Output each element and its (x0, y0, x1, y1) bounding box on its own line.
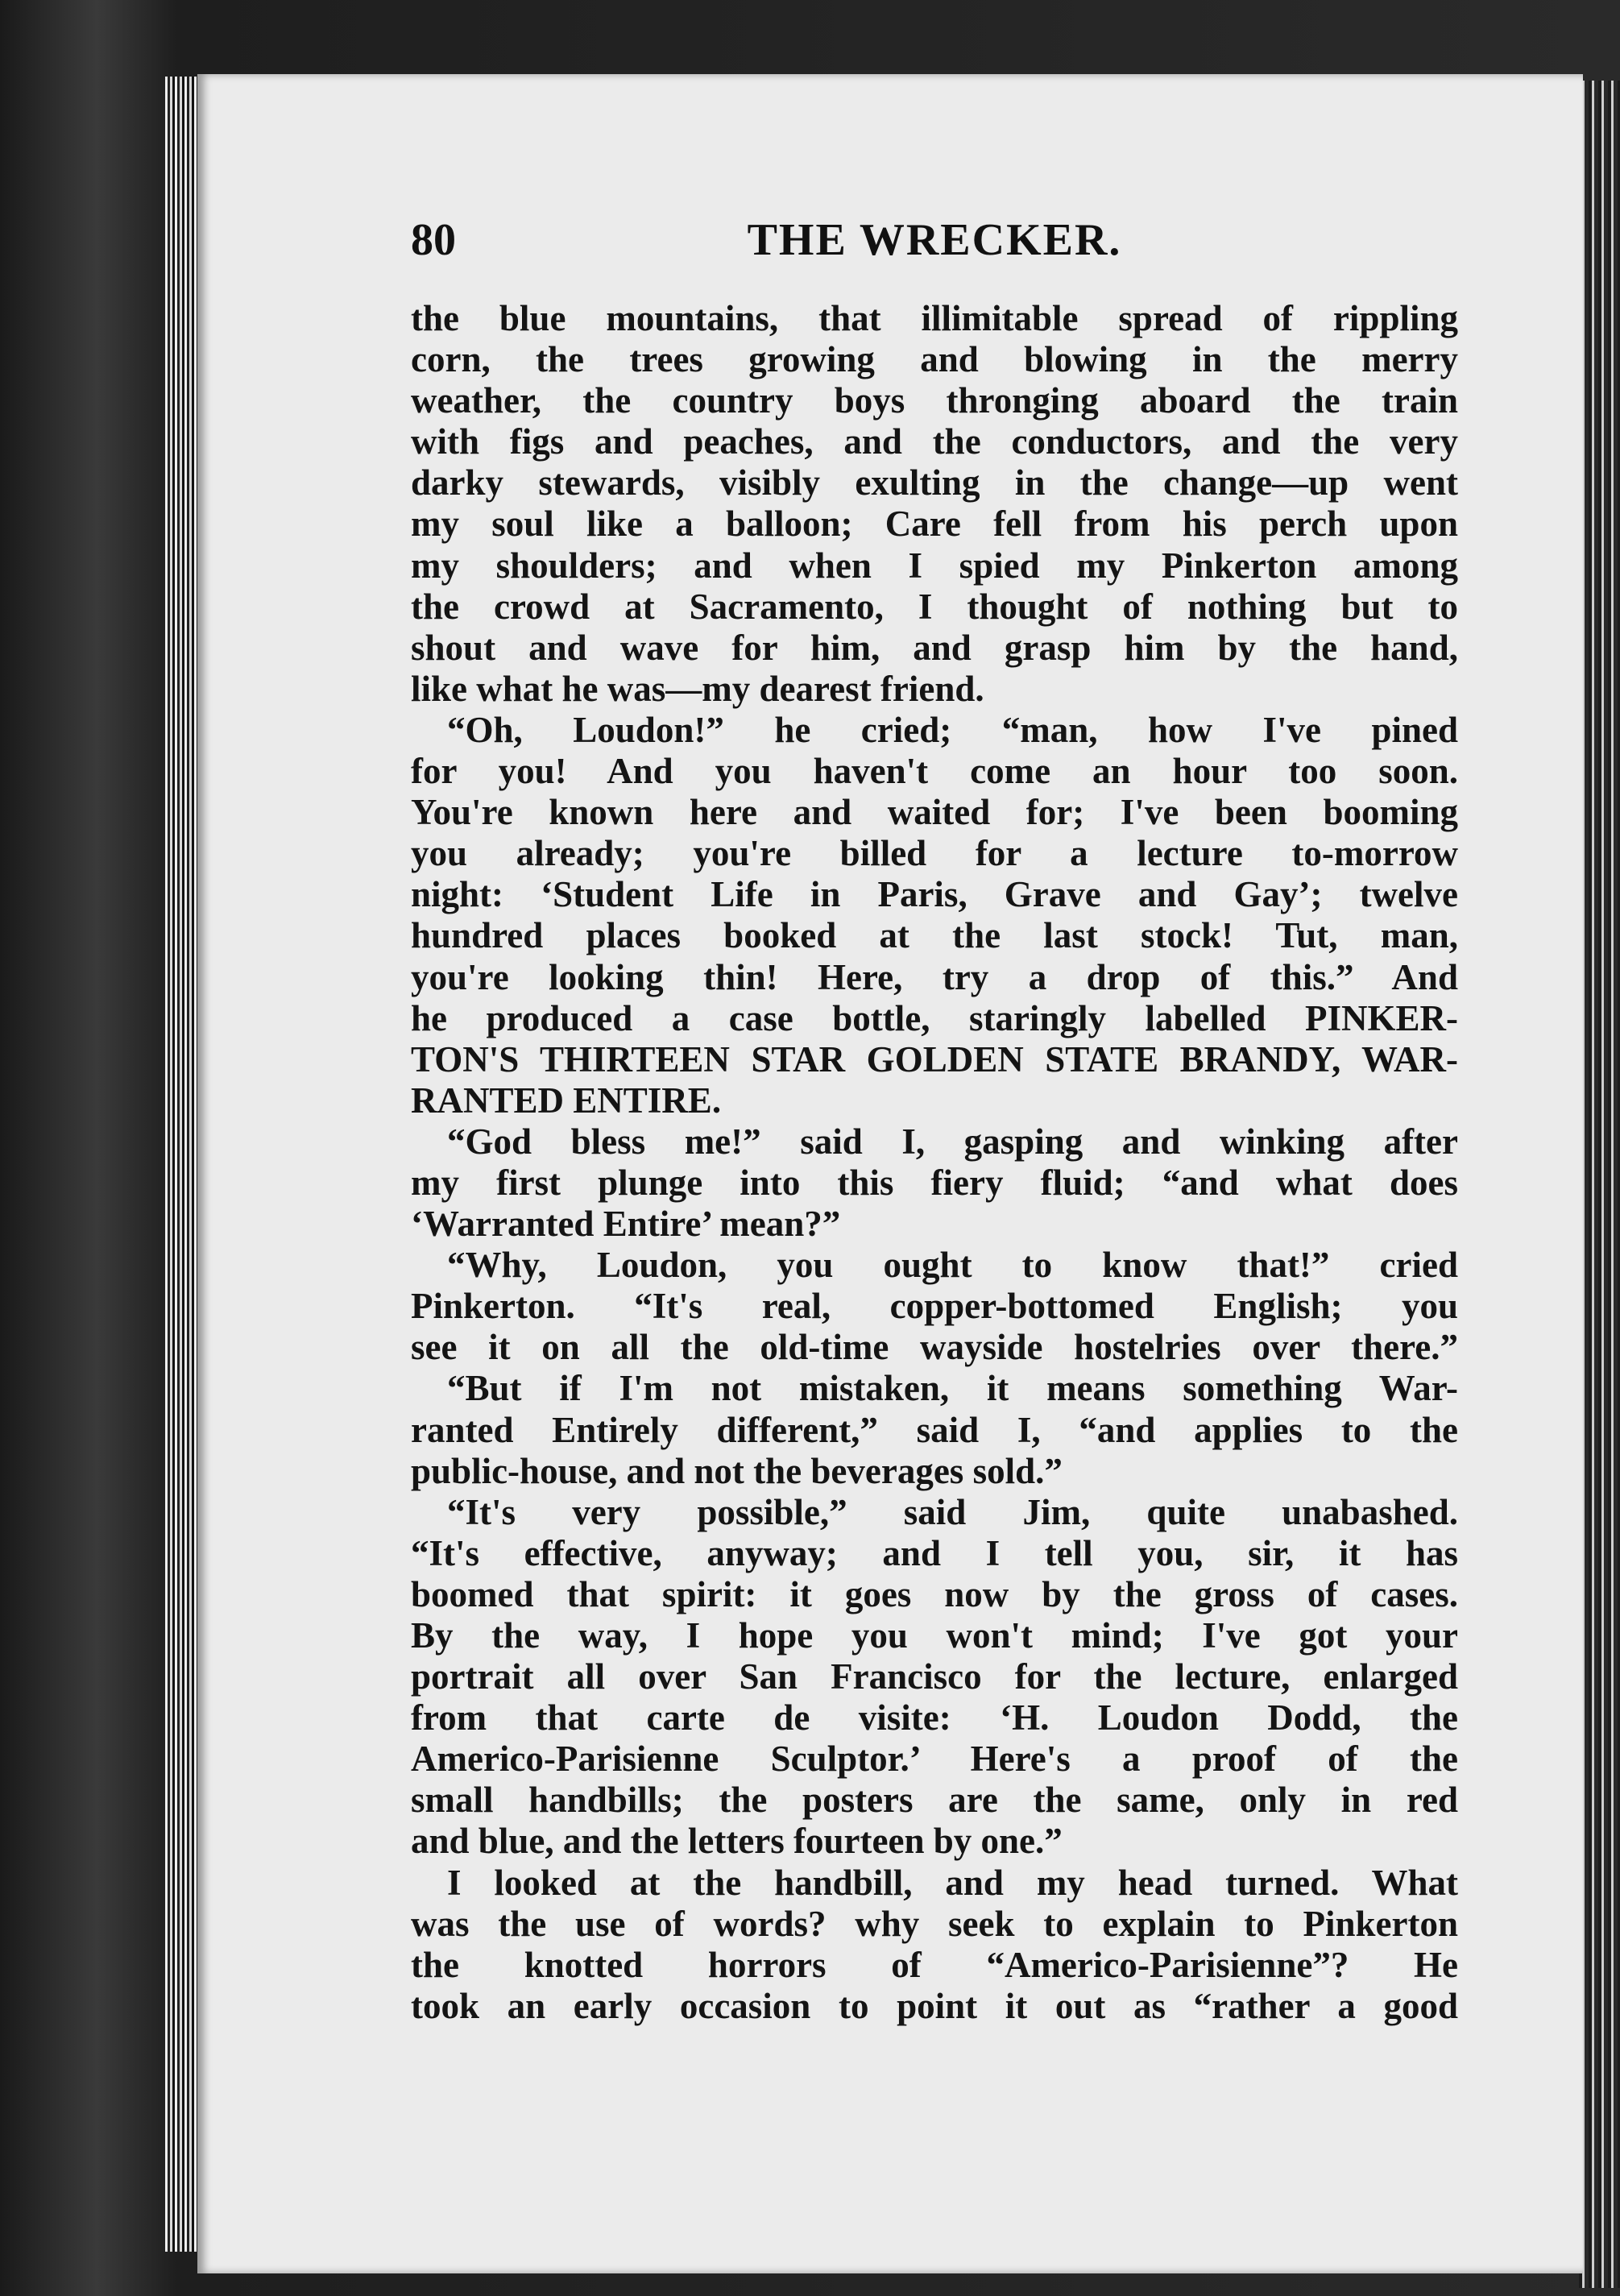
text-line: the blue mountains, that illimitable spread of rippling (411, 298, 1458, 338)
text-line: you're looking thin! Here, try a drop of this.” And (411, 956, 1458, 997)
text-line: TON'S THIRTEEN STAR GOLDEN STATE BRANDY, WAR- (411, 1038, 1458, 1080)
text-line: you already; you're billed for a lecture to-morrow (411, 833, 1458, 874)
body-text (411, 298, 1458, 2027)
text-line: like what he was—my dearest friend. (411, 668, 984, 709)
page-header (411, 208, 1458, 272)
text-line: took an early occasion to point it out as “rather a good (411, 1985, 1458, 2026)
text-line: from that carte de visite: ‘H. Loudon Dodd, the (411, 1697, 1458, 1739)
text-line: my soul like a balloon; Care fell from his perch upon (411, 504, 1458, 545)
text-line: boomed that spirit: it goes now by the gross of cases. (411, 1573, 1458, 1614)
text-line: ‘Warranted Entire’ mean?” (411, 1204, 841, 1245)
text-line: small handbills; the posters are the same, only in red (411, 1780, 1458, 1821)
text-line: my shoulders; and when I spied my Pinkerton among (411, 545, 1458, 586)
text-line: public-house, and not the beverages sold.” (411, 1450, 1063, 1491)
text-line: for you! And you haven't come an hour too soon. (411, 751, 1458, 792)
text-line: By the way, I hope you won't mind; I've got your (411, 1615, 1458, 1656)
text-line: the knotted horrors of “Americo-Parisienne”? He (411, 1944, 1458, 1985)
text-line: “But if I'm not mistaken, it means something War- (411, 1368, 1458, 1409)
text-line: darky stewards, visibly exulting in the change—up went (411, 462, 1458, 504)
text-line: “It's effective, anyway; and I tell you, sir, it has (411, 1532, 1458, 1573)
text-line: see it on all the old-time wayside hostelries over there.” (411, 1327, 1458, 1368)
text-line: “Why, Loudon, you ought to know that!” cried (411, 1245, 1458, 1286)
text-line: I looked at the handbill, and my head turned. What (411, 1862, 1458, 1903)
text-line: night: ‘Student Life in Paris, Grave and Gay’; twelve (411, 874, 1458, 915)
text-line: You're known here and waited for; I've been booming (411, 792, 1458, 833)
text-line: weather, the country boys thronging aboard the train (411, 380, 1458, 421)
text-line: “Oh, Loudon!” he cried; “man, how I've pined (411, 709, 1458, 750)
book-spine-edge (165, 77, 197, 2252)
text-line: shout and wave for him, and grasp him by the hand, (411, 627, 1458, 668)
text-line: ranted Entirely different,” said I, “and applies to the (411, 1409, 1458, 1450)
text-line: portrait all over San Francisco for the lecture, enlarged (411, 1656, 1458, 1697)
text-line: the crowd at Sacramento, I thought of nothing but to (411, 586, 1458, 627)
text-line: and blue, and the letters fourteen by one.” (411, 1821, 1063, 1862)
page-number: 80 (411, 215, 456, 265)
page-stack-edge (1579, 81, 1620, 2288)
text-line: was the use of words? why seek to explain to Pinkerton (411, 1903, 1458, 1944)
text-line: “It's very possible,” said Jim, quite unabashed. (411, 1491, 1458, 1532)
text-line: “God bless me!” said I, gasping and winking after (411, 1121, 1458, 1162)
text-line: Pinkerton. “It's real, copper-bottomed English; you (411, 1286, 1458, 1327)
running-title: THE WRECKER. (747, 215, 1122, 265)
text-line: corn, the trees growing and blowing in the merry (411, 339, 1458, 380)
text-line: with figs and peaches, and the conductors, and the very (411, 421, 1458, 462)
text-line: my first plunge into this fiery fluid; “and what does (411, 1162, 1458, 1203)
text-line: he produced a case bottle, staringly labelled PINKER- (411, 997, 1458, 1038)
text-line: Americo-Parisienne Sculptor.’ Here's a proof of the (411, 1739, 1458, 1780)
text-line: RANTED ENTIRE. (411, 1080, 722, 1121)
text-line: hundred places booked at the last stock! Tut, man, (411, 915, 1458, 956)
